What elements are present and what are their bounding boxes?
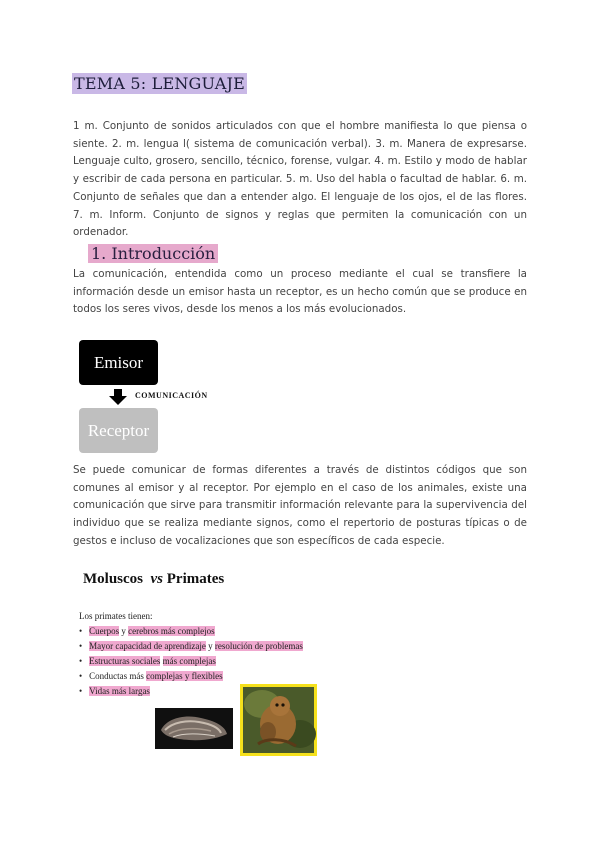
communication-label: COMUNICACIÓN [135,391,208,400]
section-heading: 1. Introducción [88,244,218,263]
list-item [79,624,303,639]
definition-paragraph: 1 m. Conjunto de sonidos articulados con que el hombre manifiesta lo que piensa o siente. 2. m. lengua l( sistema de comunicación verbal). 3. m. Manera de expresarse. Lenguaje culto, grosero, sencillo, técnico, forense, vulgar. 4. m. Estilo y modo de hablar y escribir de cada persona en particular. 5. m. Uso del habla o facultad de hablar. 6. m. Conjunto de señales que dan a entender algo. El lenguaje de los ojos, el de las flores. 7. m. Inform. Conjunto de signos y reglas que permiten la comunicación con un ordenador. [73,120,527,239]
list-item-text: Mayor capacidad de aprendizaje [89,641,206,651]
list-item-text: más complejos [158,626,215,636]
arrow-down-icon [108,389,128,405]
list-item-text: Vidas más largas [89,686,150,696]
list-item-text: cerebros [128,626,159,636]
list-item-text: resolución de problemas [214,641,303,651]
list-item-text: Conductas más [89,671,147,681]
intro-paragraph: La comunicación, entendida como un proceso mediante el cual se transfiere la información desde un emisor hasta un receptor, es un hecho común que se produce en todos los seres vivos, desde los menos a los más evolucionados. [73,268,527,316]
list-item [79,669,303,684]
list-item-text: Estructuras sociales [89,656,161,666]
list-item-text: complejas [146,671,183,681]
emisor-box: Emisor [79,340,158,385]
figure-subtitle: Los primates tienen: [79,611,153,621]
mollusc-image [155,708,233,749]
list-item [79,654,303,669]
list-item-text: Cuerpos [89,626,120,636]
body-paragraph: Se puede comunicar de formas diferentes a través de distintos códigos que son comunes al emisor y al receptor. Por ejemplo en el caso de los animales, existe una comunicación que sirve para transmitir información relevante para la supervivencia del individuo que se realiza mediante signos, como el repertorio de posturas típicas o de gestos e incluso de vocalizaciones que son específicos de cada especie. [73,464,527,547]
list-item-text: y flexibles [182,671,223,681]
list-item-text: y [205,641,215,651]
page-title: TEMA 5: LENGUAJE [74,74,245,93]
figure-title [83,571,224,588]
list-item-text: más complejas [162,656,216,666]
list-item-text: y [119,626,129,636]
figure-title-left: Moluscos [83,571,143,587]
receptor-box: Receptor [79,408,158,453]
figure-title-right: Primates [166,571,225,587]
figure-title-vs: vs [150,571,163,587]
list-item [79,639,303,654]
primate-image [240,684,317,756]
